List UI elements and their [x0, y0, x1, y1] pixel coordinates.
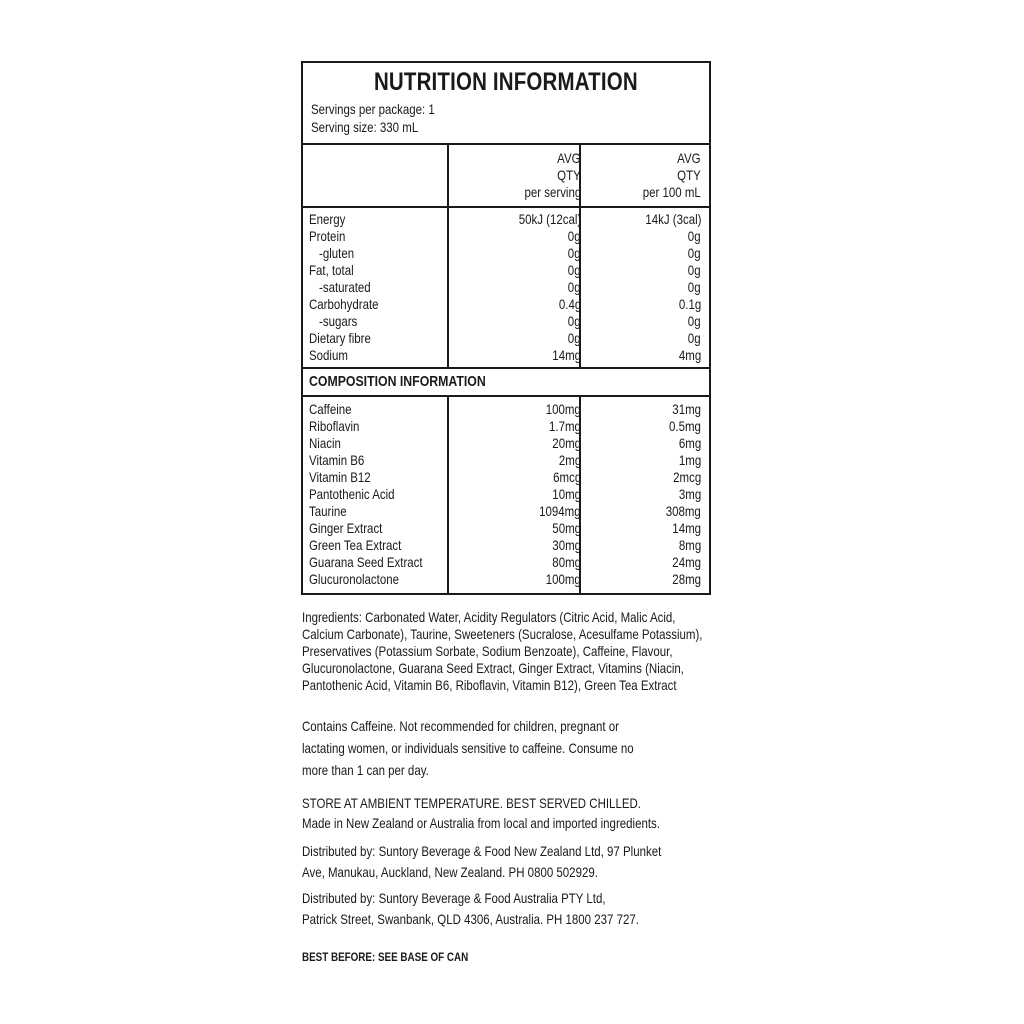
per-100ml-value: 4mg	[678, 347, 701, 363]
per-serving-value: 0g	[568, 330, 581, 346]
per-serving-value: 0g	[568, 228, 581, 244]
per-100ml-value: 8mg	[678, 537, 701, 553]
distributor-au: Distributed by: Suntory Beverage & Food Australia PTY Ltd, Patrick Street, Swanbank, QLD 4306, Australia. PH 1800 237 727.	[302, 890, 639, 927]
col-divider-1a	[447, 143, 449, 367]
divider-header	[303, 143, 709, 145]
per-100ml-value: 0g	[688, 279, 701, 295]
per-serving-value: 1.7mg	[549, 418, 581, 434]
composition-title: COMPOSITION INFORMATION	[309, 373, 486, 390]
ingredients-text: Ingredients: Carbonated Water, Acidity Regulators (Citric Acid, Malic Acid, Calcium Carbonate), Taurine, Sweeteners (Sucralose, Acesulfame Potassium), Preservatives (Potassium Sorbate, Sodium Benzoate), Caffeine, Flavour, Glucuronolactone, Guarana Seed Extract, Ginger Extract, Vitamins (Niacin, Pantothenic Acid, Vitamin B6, Riboflavin, Vitamin B12), Green Tea Extract	[302, 609, 703, 693]
divider-colheads	[303, 206, 709, 208]
per-serving-value: 50mg	[552, 520, 581, 536]
nutrient-label: -saturated	[319, 279, 371, 295]
nutrient-label: Dietary fibre	[309, 330, 371, 346]
nutrient-label: -sugars	[319, 313, 358, 329]
per-100ml-value: 2mcg	[672, 469, 701, 485]
compound-label: Niacin	[309, 435, 341, 451]
serving-size: Serving size: 330 mL	[311, 119, 419, 135]
compound-label: Pantothenic Acid	[309, 486, 395, 502]
per-100ml-value: 0g	[688, 262, 701, 278]
per-serving-value: 0g	[568, 313, 581, 329]
per-serving-value: 6mcg	[552, 469, 581, 485]
per-100ml-value: 24mg	[672, 554, 701, 570]
divider-composition-title	[303, 395, 709, 397]
per-serving-value: 2mg	[558, 452, 581, 468]
per-100ml-value: 1mg	[678, 452, 701, 468]
per-serving-value: 10mg	[552, 486, 581, 502]
per-100ml-value: 14mg	[672, 520, 701, 536]
compound-label: Riboflavin	[309, 418, 360, 434]
per-100ml-value: 0g	[688, 245, 701, 261]
per-serving-value: 100mg	[545, 571, 581, 587]
per-serving-value: 30mg	[552, 537, 581, 553]
compound-label: Vitamin B6	[309, 452, 365, 468]
distributor-nz: Distributed by: Suntory Beverage & Food New Zealand Ltd, 97 Plunket Ave, Manukau, Auckland, New Zealand. PH 0800 502929.	[302, 843, 662, 880]
per-100ml-value: 0.1g	[678, 296, 701, 312]
per-serving-value: 0g	[568, 245, 581, 261]
per-100ml-value: 0g	[688, 228, 701, 244]
compound-label: Green Tea Extract	[309, 537, 402, 553]
colhead-per-serving: AVG QTY per serving	[524, 150, 581, 200]
per-serving-value: 0g	[568, 279, 581, 295]
per-100ml-value: 28mg	[672, 571, 701, 587]
per-serving-value: 20mg	[552, 435, 581, 451]
nutrient-label: -gluten	[319, 245, 355, 261]
nutrient-label: Sodium	[309, 347, 348, 363]
compound-label: Caffeine	[309, 401, 352, 417]
per-serving-value: 50kJ (12cal)	[518, 211, 581, 227]
per-serving-value: 0.4g	[558, 296, 581, 312]
nutrition-panel	[301, 61, 711, 595]
best-before: BEST BEFORE: SEE BASE OF CAN	[302, 950, 469, 964]
per-100ml-value: 31mg	[672, 401, 701, 417]
per-100ml-value: 0g	[688, 330, 701, 346]
panel-title: NUTRITION INFORMATION	[374, 68, 638, 96]
per-serving-value: 14mg	[552, 347, 581, 363]
per-100ml-value: 308mg	[665, 503, 701, 519]
nutrient-label: Fat, total	[309, 262, 354, 278]
per-serving-value: 1094mg	[539, 503, 581, 519]
compound-label: Glucuronolactone	[309, 571, 399, 587]
per-serving-value: 0g	[568, 262, 581, 278]
compound-label: Taurine	[309, 503, 347, 519]
per-serving-value: 100mg	[545, 401, 581, 417]
per-100ml-value: 3mg	[678, 486, 701, 502]
compound-label: Ginger Extract	[309, 520, 383, 536]
per-100ml-value: 14kJ (3cal)	[644, 211, 701, 227]
storage-info: STORE AT AMBIENT TEMPERATURE. BEST SERVED CHILLED. Made in New Zealand or Australia from local and imported ingredients.	[302, 795, 660, 831]
nutrient-label: Carbohydrate	[309, 296, 379, 312]
nutrient-label: Protein	[309, 228, 346, 244]
caffeine-warning: Contains Caffeine. Not recommended for children, pregnant or lactating women, or individuals sensitive to caffeine. Consume no more than 1 can per day.	[302, 718, 634, 778]
per-100ml-value: 6mg	[678, 435, 701, 451]
divider-nutrition-end	[303, 367, 709, 369]
colhead-per-100ml: AVG QTY per 100 mL	[642, 150, 701, 200]
per-100ml-value: 0g	[688, 313, 701, 329]
per-serving-value: 80mg	[552, 554, 581, 570]
servings-per-package: Servings per package: 1	[311, 101, 435, 117]
compound-label: Vitamin B12	[309, 469, 371, 485]
nutrient-label: Energy	[309, 211, 346, 227]
compound-label: Guarana Seed Extract	[309, 554, 423, 570]
per-100ml-value: 0.5mg	[669, 418, 701, 434]
